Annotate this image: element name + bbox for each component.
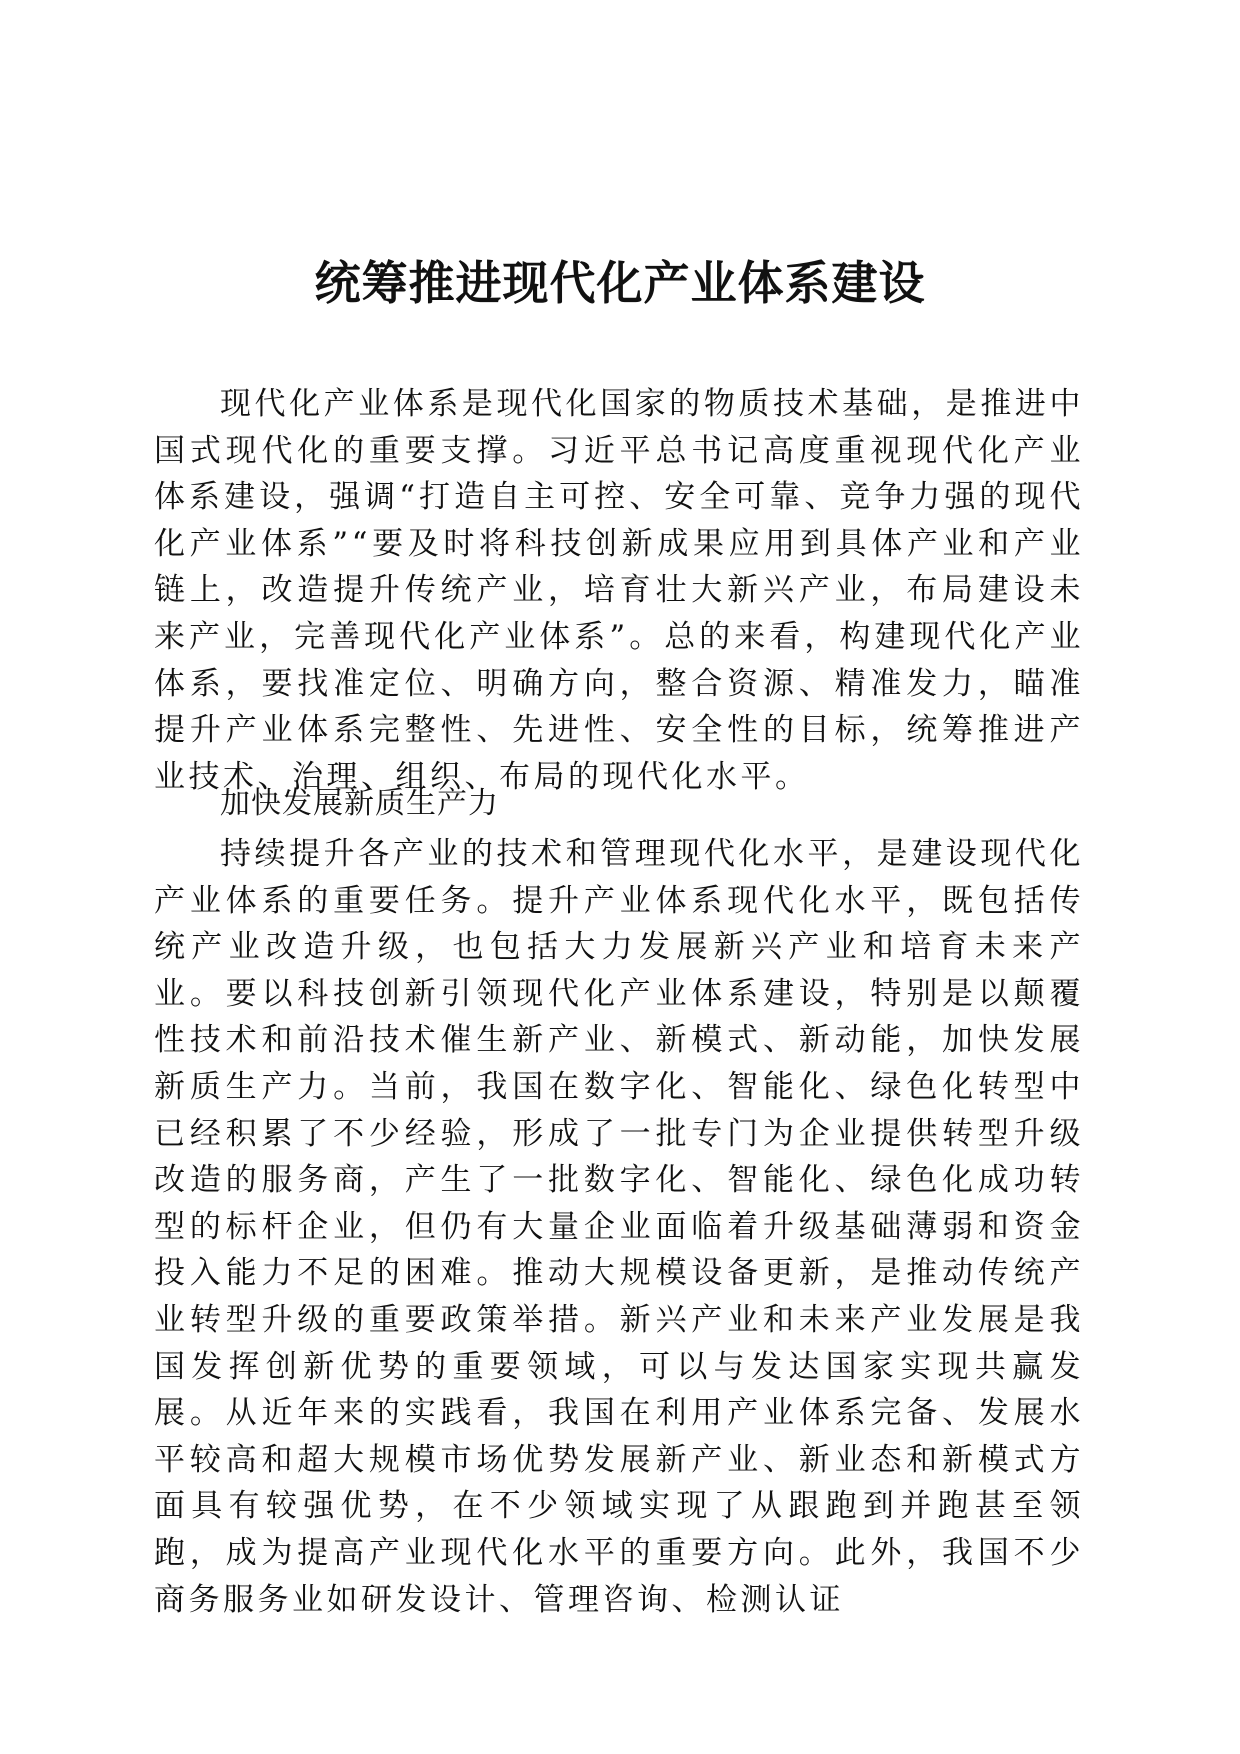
intro-paragraph: 现代化产业体系是现代化国家的物质技术基础，是推进中国式现代化的重要支撑。习近平总书记高度重视现代化产业体系建设，强调“打造自主可控、安全可靠、竞争力强的现代化产业体系”“要及时将科技创新成果应用到具体产业和产业链上，改造提升传统产业，培育壮大新兴产业，布局建设未来产业，完善现代化产业体系”。总的来看，构建现代化产业体系，要找准定位、明确方向，整合资源、精准发力，瞄准提升产业体系完整性、先进性、安全性的目标，统筹推进产业技术、治理、组织、布局的现代化水平。 [154, 386, 1084, 795]
section-paragraph: 持续提升各产业的技术和管理现代化水平，是建设现代化产业体系的重要任务。提升产业体系现代化水平，既包括传统产业改造升级，也包括大力发展新兴产业和培育未来产业。要以科技创新引领现代化产业体系建设，特别是以颠覆性技术和前沿技术催生新产业、新模式、新动能，加快发展新质生产力。当前，我国在数字化、智能化、绿色化转型中已经积累了不少经验，形成了一批专门为企业提供转型升级改造的服务商，产生了一批数字化、智能化、绿色化成功转型的标杆企业，但仍有大量企业面临着升级基础薄弱和资金投入能力不足的困难。推动大规模设备更新，是推动传统产业转型升级的重要政策举措。新兴产业和未来产业发展是我国发挥创新优势的重要领域，可以与发达国家实现共赢发展。从近年来的实践看，我国在利用产业体系完备、发展水平较高和超大规模市场优势发展新产业、新业态和新模式方面具有较强优势，在不少领域实现了从跟跑到并跑甚至领跑，成为提高产业现代化水平的重要方向。此外，我国不少商务服务业如研发设计、管理咨询、检测认证 [154, 836, 1084, 1618]
document-title: 统筹推进现代化产业体系建设 [314, 256, 926, 310]
section-heading: 加快发展新质生产力 [220, 786, 499, 821]
